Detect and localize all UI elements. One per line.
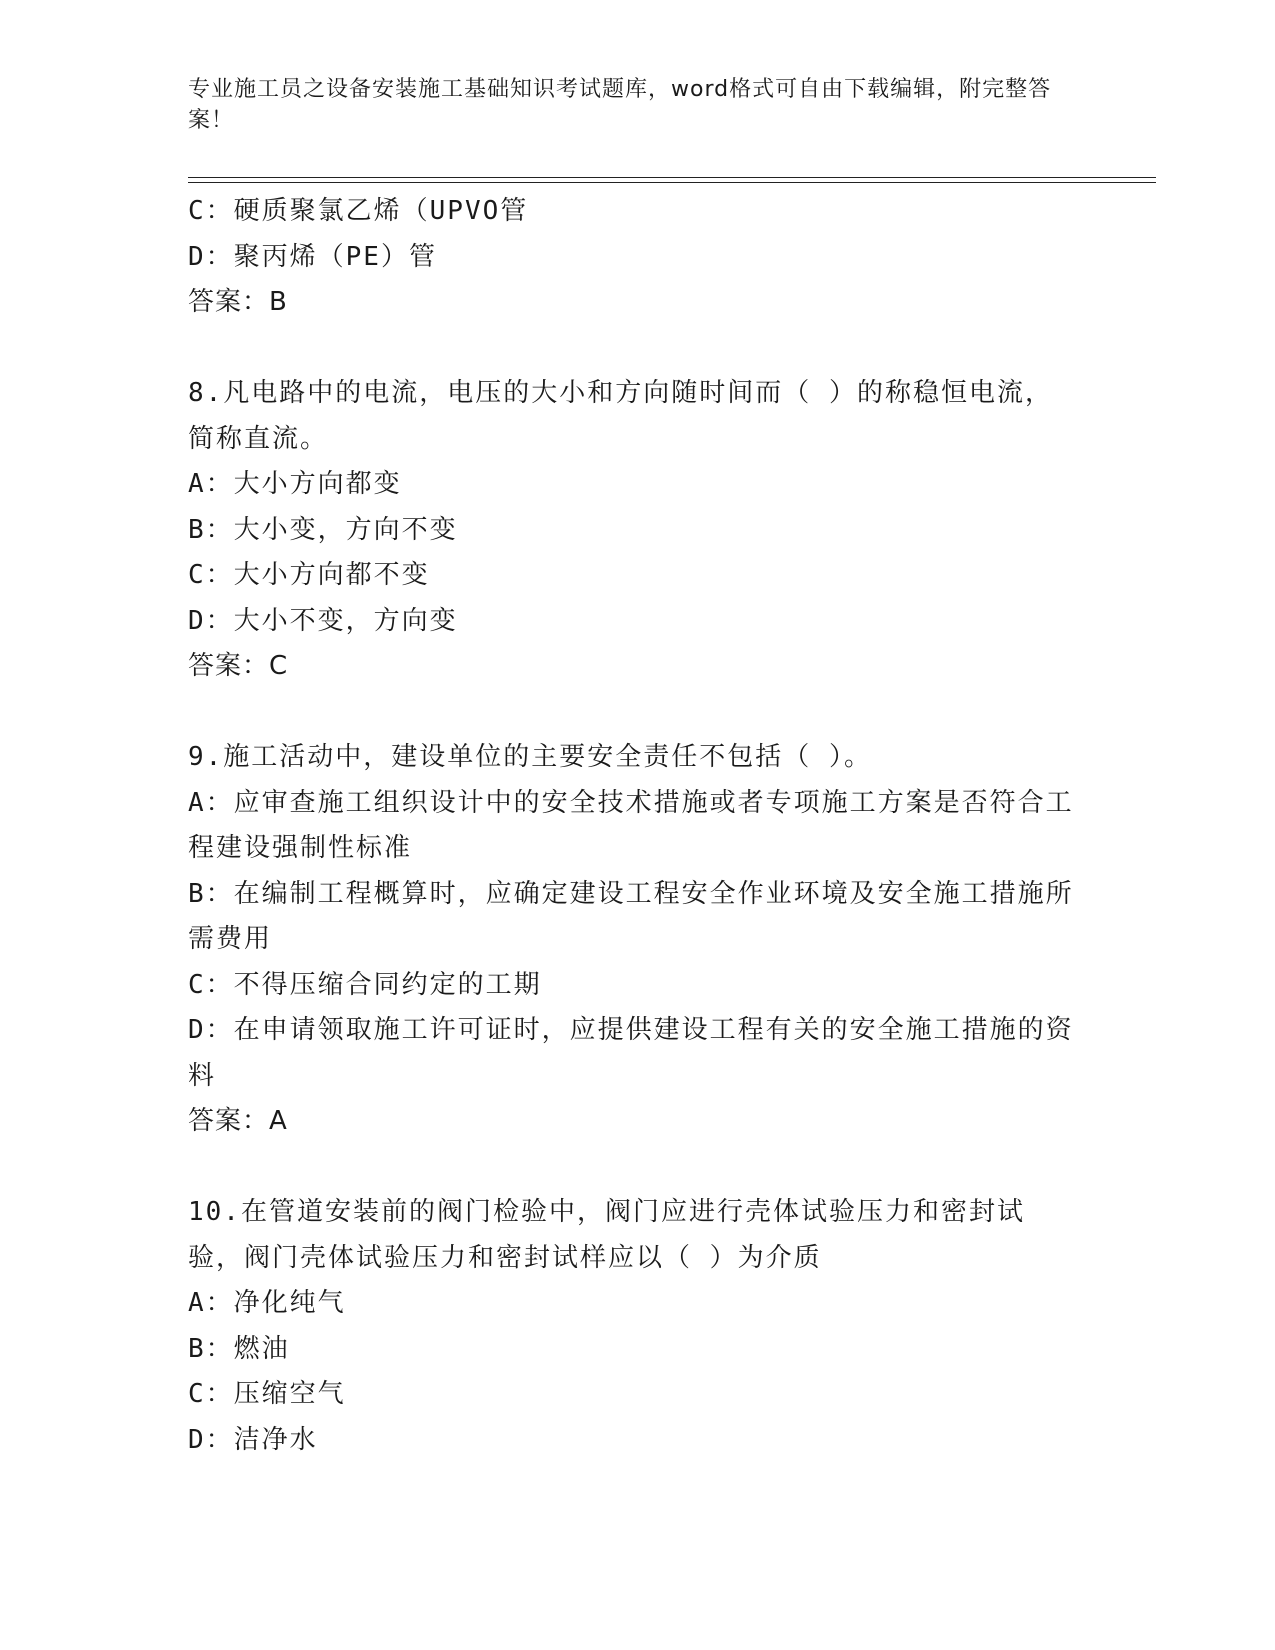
q8-option-c: C：大小方向都不变	[188, 560, 430, 590]
spacer	[188, 1145, 1078, 1191]
q10-option-a: A：净化纯气	[188, 1288, 346, 1318]
q10-question: 10.在管道安装前的阀门检验中，阀门应进行壳体试验压力和密封试验，阀门壳体试验压力和密封试样应以（ ）为介质	[188, 1197, 1025, 1273]
q10-option-b: B：燃油	[188, 1333, 290, 1364]
q8-option-a: A：大小方向都变	[188, 469, 402, 499]
q8-option-b: B：大小变，方向不变	[188, 514, 458, 545]
document-header	[188, 74, 1068, 136]
q9-option-d: D：在申请领取施工许可证时，应提供建设工程有关的安全施工措施的资料	[188, 1015, 1074, 1091]
question-list	[188, 189, 1078, 1463]
q9-question: 9.施工活动中，建设单位的主要安全责任不包括（ ）。	[188, 742, 872, 772]
spacer	[188, 690, 1078, 736]
spacer	[188, 326, 1078, 372]
question-7	[188, 189, 1078, 326]
q7-answer: 答案：B	[188, 287, 288, 317]
q7-option-c: C：硬质聚氯乙烯（UPVO管	[188, 196, 529, 226]
q9-option-a: A：应审查施工组织设计中的安全技术措施或者专项施工方案是否符合工程建设强制性标准	[188, 787, 1074, 863]
q10-option-c: C：压缩空气	[188, 1379, 346, 1409]
header-divider-top	[188, 177, 1156, 178]
question-10	[188, 1190, 1078, 1463]
header-divider-bottom	[188, 182, 1156, 183]
q8-answer: 答案：C	[188, 651, 289, 681]
q7-option-d: D：聚丙烯（PE）管	[188, 241, 437, 272]
q10-option-d: D：洁净水	[188, 1424, 318, 1455]
q9-answer: 答案：A	[188, 1106, 288, 1136]
q9-option-b: B：在编制工程概算时，应确定建设工程安全作业环境及安全施工措施所需费用	[188, 878, 1074, 954]
q9-option-c: C：不得压缩合同约定的工期	[188, 969, 542, 1000]
question-9	[188, 735, 1078, 1145]
q8-option-d: D：大小不变，方向变	[188, 605, 458, 636]
header-text: 专业施工员之设备安装施工基础知识考试题库，word格式可自由下载编辑，附完整答案！	[188, 77, 1052, 133]
q8-question: 8.凡电路中的电流，电压的大小和方向随时间而（ ）的称稳恒电流，简称直流。	[188, 378, 1053, 454]
question-8	[188, 371, 1078, 690]
